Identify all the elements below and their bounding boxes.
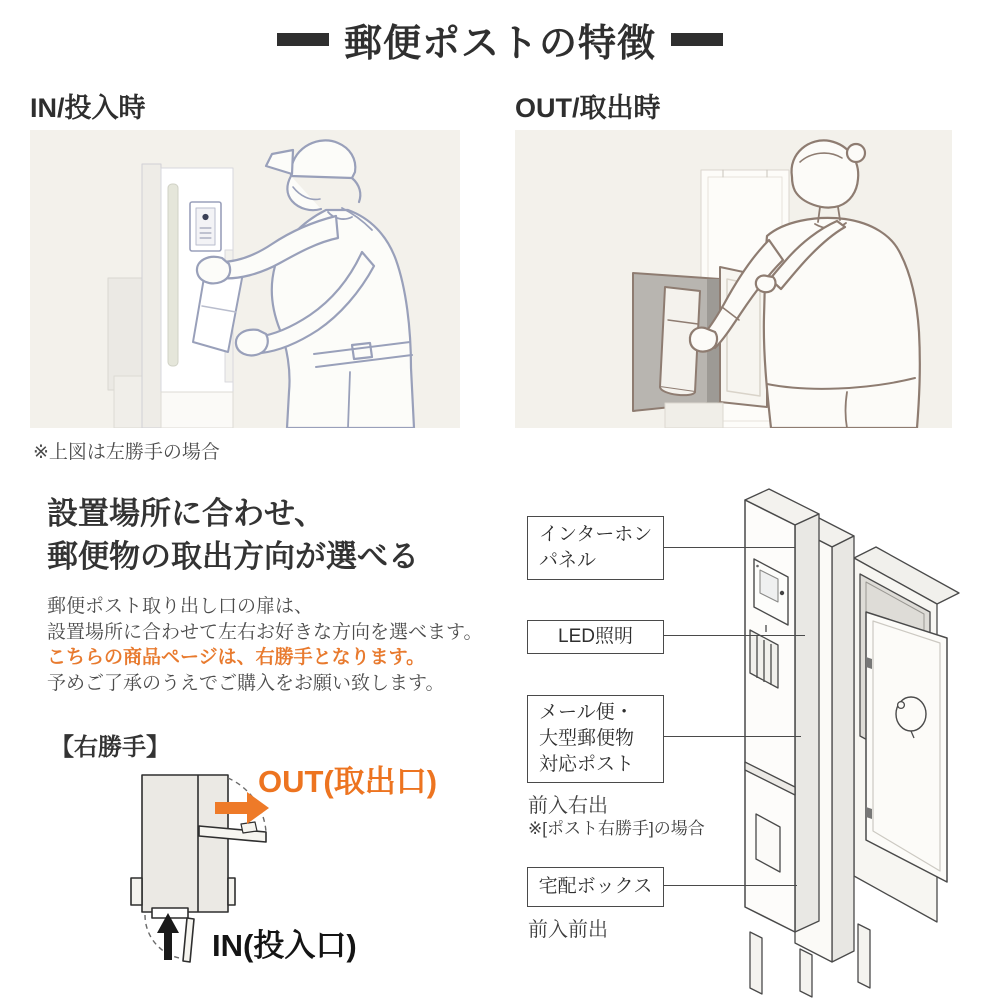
out-port-label: OUT(取出口) xyxy=(258,764,438,799)
left-hand-note: ※上図は左勝手の場合 xyxy=(33,442,220,463)
callout-mail-line1: メール便・ xyxy=(539,702,634,723)
callout-delivery-box xyxy=(527,867,664,907)
callout-intercom-line2: パネル xyxy=(539,550,597,571)
feature-body-highlight: こちらの商品ページは、右勝手となります。 xyxy=(47,647,426,668)
callout-mail-post xyxy=(527,695,664,783)
callout-line-box xyxy=(663,885,797,886)
feature-body-line2: 設置場所に合わせて左右お好きな方向を選べます。 xyxy=(47,621,483,643)
out-section-label: OUT/取出時 xyxy=(515,93,661,123)
in-arrow-icon xyxy=(157,913,179,960)
callout-mail-line3: 対応ポスト xyxy=(539,754,635,775)
isometric-product-svg xyxy=(700,462,1000,1000)
post-door xyxy=(866,612,947,882)
mail-post-hand-note: ※[ポスト右勝手]の場合 xyxy=(528,819,705,838)
feature-heading xyxy=(47,492,419,578)
title-dash-left xyxy=(277,33,329,46)
page-header xyxy=(0,12,1000,67)
illustration-retrieving xyxy=(515,130,952,428)
illustration-posting xyxy=(30,130,460,428)
feature-body-line1: 郵便ポスト取り出し口の扉は、 xyxy=(47,596,314,617)
in-section-label: IN/投入時 xyxy=(30,93,146,123)
mail-post-direction-note: 前入右出 xyxy=(528,795,608,817)
callout-led-line1: LED照明 xyxy=(558,626,633,647)
callout-intercom-panel xyxy=(527,516,664,580)
page-title: 郵便ポストの特徴 xyxy=(343,23,656,65)
title-dash-right xyxy=(671,33,723,46)
callout-mail-line2: 大型郵便物 xyxy=(539,728,635,749)
feature-body-line4: 予めご了承のうえでご購入をお願い致します。 xyxy=(47,672,445,694)
feature-heading-line2: 郵便物の取出方向が選べる xyxy=(47,539,419,574)
feature-body xyxy=(47,594,482,696)
callout-line-led xyxy=(663,635,805,636)
callout-led-light xyxy=(527,620,664,654)
feature-heading-line1: 設置場所に合わせ、 xyxy=(47,496,326,531)
posting-illustration-svg xyxy=(30,130,460,428)
callout-intercom-line1: インターホン xyxy=(539,524,653,545)
in-port-label: IN(投入口) xyxy=(212,928,357,963)
callout-box-line1: 宅配ボックス xyxy=(538,876,653,897)
right-hand-label: 【右勝手】 xyxy=(50,734,170,761)
callout-line-mail xyxy=(663,736,801,737)
callout-line-intercom xyxy=(663,547,795,548)
delivery-box-direction-note: 前入前出 xyxy=(528,919,608,941)
retrieving-illustration-svg xyxy=(515,130,952,428)
